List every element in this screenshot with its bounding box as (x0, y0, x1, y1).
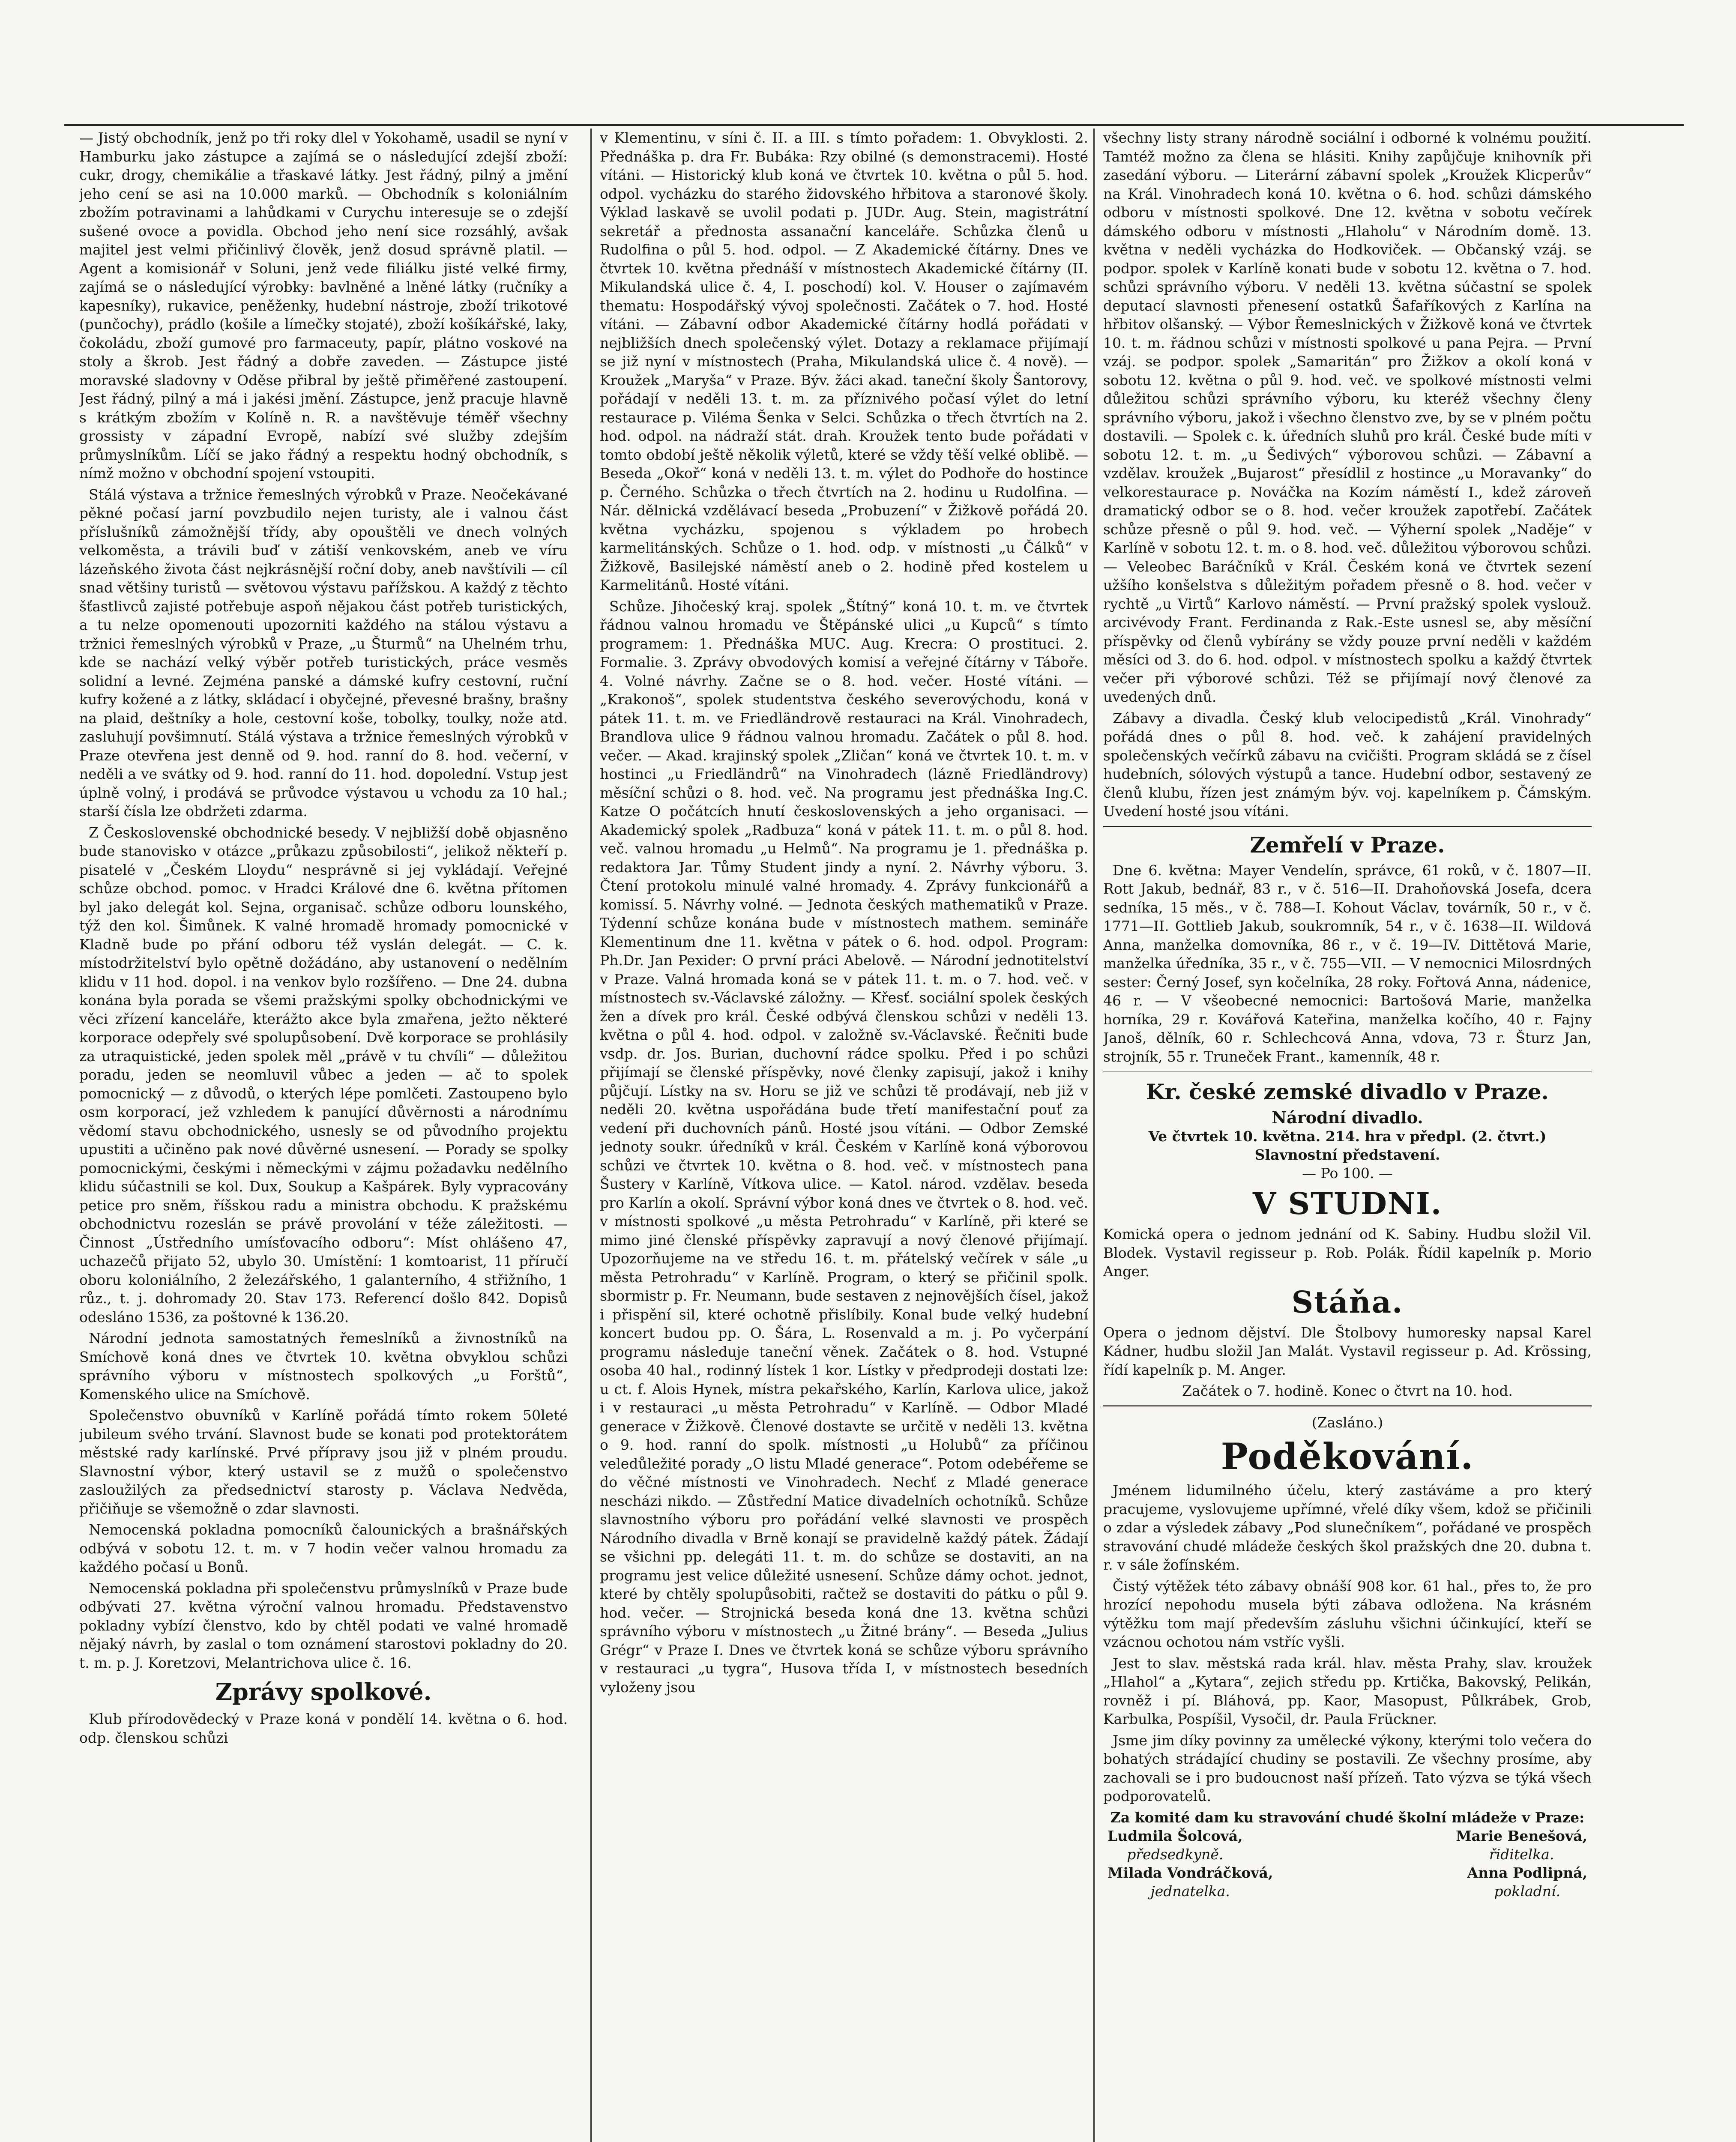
signatures-row-2 (1107, 1864, 1587, 1900)
thanks-comite: Za komité dam ku stravování chudé školní mládeže v Praze: (1110, 1809, 1585, 1826)
thanks-text-4: Jsme jim díky povinny za umělecké výkony, kterými tolo večera do bohatých strádající chudiny se postavili. Ze všechny prosíme, aby zachovali se i pro budoucnost naší přízeň. Tato výzva se týká všech podporovatelů. (1103, 1732, 1592, 1804)
notice-spolky-1: v Klementinu, v síni č. II. a III. s tímto pořadem: 1. Obvyklosti. 2. Přednáška p. dra Fr. Bubáka: Rzy obilné (s demonstracemi). Hosté vítáni. — Historický klub koná ve čtvrtek 10. května o půl 5. hod. odpol. vycházku do starého židovského hřbitova a staronové školy. Výklad laskavě se uvolil podati p. JUDr. Aug. Stein, magistrátní sekretář a přednosta assanační kanceláře. Schůzka členů u Rudolfina o půl 5. hod. odpol. — Z Akademické čítárny. Dnes ve čtvrtek 10. května přednáší v místnostech Akademické čítárny (II. Mikulandská ulice č. 4, I. poschodí) kol. V. Houser o zajímavém thematu: Hospodářský vývoj společnosti. Začátek o 7. hod. Hosté vítáni. — Zábavní odbor Akademické čítárny hodlá pořádati v nejbližších dnech společenský výlet. Dotazy a reklamace přijímají se již nyní v místnostech (Praha, Mikulandská ulice č. 4 nově). — Kroužek „Maryša“ v Praze. Býv. žáci akad. taneční školy Šantorovy, pořádají v neděli 13. t. m. za příznivého počasí výlet do letní restaurace p. Viléma Šenka v Selci. Schůzka o třech čtvrtích na 2. hod. odpol. na nádraží stát. drah. Kroužek tento bude pořádati v tomto období ještě několik výletů, které se vždy těší velké oblibě. — Beseda „Okoř“ koná v neděli 13. t. m. výlet do Podhoře do hostince p. Černého. Schůzka o třech čtvrtích na 2. hodinu u Rudolfina. — Nár. dělnická vzdělávací beseda „Probuzení“ v Žižkově pořádá 20. května vycházku, spojenou s výkladem po hrobech karmelitánských. Schůze o 1. hod. odp. v místnosti „u Čálků“ v Žižkově, Basilejské náměstí aneb o 2. hodině před kostelem u Karmelitánů. Hosté vítáni. (600, 129, 1088, 593)
notice-nemocenska-prumyslniku: Nemocenská pokladna při společenstvu průmyslníků v Praze bude odbývati 27. května výroční valnou hromadu. Představenstvo pokladny vybízí členstvo, kdo by chtěl podati ve valné hromadě nějaký návrh, by zaslal o tom oznámení starostovi pokladny do 20. t. m. p. J. Koretzovi, Melantrichova ulice č. 16. (79, 1580, 568, 1671)
signature-name: Ludmila Šolcová, (1107, 1827, 1243, 1844)
play-1-title: V STUDNI. (1252, 1186, 1443, 1221)
signature-name: Marie Benešová, (1456, 1827, 1587, 1844)
deaths-heading: Zemřelí v Praze. (1250, 832, 1445, 858)
signature-role: jednatelka. (1150, 1882, 1230, 1900)
play-1-text: Komická opera o jednom jednání od K. Sabiny. Hudbu složil Vil. Blodek. Vystavil regisseur p. Rob. Polák. Řídil kapelník p. Morio Anger. (1103, 1226, 1592, 1280)
thanks-text-3: Jest to slav. městská rada král. hlav. města Prahy, slav. kroužek „Hlahol“ a „Kytara“, zejich středu pp. Krtička, Bakovský, Pelikán, rovněž i pí. Bláhová, pp. Kaor, Masopust, Půlkrábek, Grob, Karbulka, Pospíšil, Vysočil, dr. Paula Frückner. (1103, 1654, 1592, 1727)
theatre-subtitle: Národní divadlo. (1272, 1108, 1423, 1127)
signatures-row-1 (1107, 1827, 1587, 1864)
notice-zabavy-divadla: Zábavy a divadla. Český klub velocipedistů „Král. Vinohrady“ pořádá dnes o půl 8. hod. več. k zahájení pravidelných společenských večírků zábavu na cvičišti. Program skládá se z čísel hudebních, sólových výstupů a tance. Hudební odbor, sestavený ze členů klubu, řízen jest známým býv. voj. kapelníkem p. Čámským. Uvedení hosté jsou vítáni. (1103, 709, 1592, 820)
theatre-title: Kr. české zemské divadlo v Praze. (1146, 1079, 1549, 1104)
column-1 (79, 129, 568, 2142)
top-rule (64, 124, 1684, 126)
signature-role: předsedkyně. (1127, 1846, 1224, 1863)
theatre-after-100: — Po 100. — (1302, 1165, 1393, 1182)
deaths-list: Dne 6. května: Mayer Vendelín, správce, 61 roků, v č. 1807—II. Rott Jakub, bednář, 83 r., v č. 516—II. Drahoňovská Josefa, dcera sedníka, 15 měs., v č. 788—I. Kohout Václav, továrník, 50 r., v č. 1771—II. Gottlieb Jakub, soukromník, 54 r., v č. 1638—II. Wildová Anna, manželka domovníka, 86 r., v č. 19—IV. Dittětová Marie, manželka úředníka, 35 r., v č. 755—VII. — V nemocnici Milosrdných sester: Černý Josef, syn kočelníka, 28 roky. Fořtová Anna, nádenice, 46 r. — V všeobecné nemocnici: Bartošová Marie, manželka horníka, 29 r. Kovářová Kateřina, manželka kočího, 40 r. Fajny Janoš, dělník, 60 r. Schlechcová Anna, vdova, 73 r. Šturz Jan, strojník, 55 r. Truneček Frant., kamenník, 48 r. (1103, 862, 1592, 1065)
notice-nemocenska-calounicka: Nemocenská pokladna pomocníků čalounických a brašnářských odbývá v sobotu 12. t. m. v 7 hodin večer valnou hromadu za každého počasí u Bonů. (79, 1521, 568, 1575)
column-3 (1103, 129, 1592, 2142)
notice-schuze: Schůze. Jihočeský kraj. spolek „Štítný“ koná 10. t. m. ve čtvrtek řádnou valnou hromadu ve Štěpánské ulici „u Kupců“ s tímto programem: 1. Přednáška MUC. Aug. Krecra: O prostituci. 2. Formalie. 3. Zprávy obvodových komisí a veřejné čítárny v Táboře. 4. Volné návrhy. Začne se o 8. hod. večer. Hosté vítáni. — „Krakonoš“, spolek studentstva českého severovýchodu, koná v pátek 11. t. m. ve Friedländrově restauraci na Král. Vinohradech, Brandlova ulice 9 řádnou valnou hromadu. Začátek o půl 8. hod. večer. — Akad. krajinský spolek „Zličan“ koná ve čtvrtek 10. t. m. v hostinci „u Friedländrů“ na Vinohradech (lázně Friedländrovy) měsíční schůzi o 8. hod. več. Na programu jest přednáška Ing.C. Katze O počátcích hnutí československých a jeho organisaci. — Akademický spolek „Radbuza“ koná v pátek 11. t. m. o půl 8. hod. več. valnou hromadu „u Helmů“. Na programu je 1. přednáška p. redaktora Jar. Tůmy Student jindy a nyní. 2. Návrhy výboru. 3. Čtení protokolu minulé valné hromady. 4. Zprávy funkcionářů a komissí. 5. Návrhy volné. — Jednota českých mathematiků v Praze. Týdenní schůze konána bude v místnostech mathem. semináře Klementinum dne 11. května v pátek o 6. hod. odpol. Program: Ph.Dr. Jan Pexider: O první práci Abelově. — Národní jednotitelství v Praze. Valná hromada koná se v pátek 11. t. m. o 7. hod. več. v místnostech sv.-Václavské záložny. — Křesť. sociální spolek českých žen a dívek pro král. České odbývá členskou schůzi v neděli 13. května o půl 4. hod. odpol. v založně sv.-Václavské. Řečniti bude vsdp. dr. Jos. Burian, duchovní rádce spolku. Před i po schůzi přijímají se členské příspěvky, nové členky zapisují, jakož i knihy půjčují. Lístky na sv. Horu se již ve schůzi tě prodávají, neb již v neděli 20. května uspořádána bude třetí manifestační pouť za vedení při duchovních pánů. Hosté jsou vítáni. — Odbor Zemské jednoty soukr. úředníků v král. Českém v Karlíně koná výborovou schůzi ve čtvrtek 10. května o 8. hod. več. v místnostech pana Šustery v Karlíně, Vítkova ulice. — Katol. národ. vzdělav. beseda pro Karlín a okolí. Správní výbor koná dnes ve čtvrtek o 8. hod. več. v místnosti spolkové „u města Petrohradu“ v Karlíně, při které se mimo jiné členské příspěvky zapravují a nový členové přijímají. Upozorňujeme na ve středu 16. t. m. přátelský večírek v sále „u města Petrohradu“ v Karlíně. Program, o který se přičinil spolk. sbormistr p. Fr. Neumann, bude sestaven z nejnovějších čísel, jakož i přispění sil, které ochotně přislíbily. Konal bude velký hudební koncert budou pp. O. Šára, L. Rosenvald a m. j. Po vyčerpání programu následuje taneční věnek. Začátek o 8. hod. Vstupné osoba 40 hal., rodinný lístek 1 kor. Lístky v předprodeji dostati lze: u ct. f. Alois Hynek, místra pekařského, Karlín, Karlova ulice, jakož i v restauraci „u města Petrohradu“ v Karlíně. — Odbor Mladé generace v Žižkově. Členové dostavte se určitě v neděli 13. května o 9. hod. ranní do spolk. místnosti „u Holubů“ za příčinou veledůležité porady „O listu Mladé generace“. Potom odebéřeme se do věčné místnosti ve Vinohradech. Nechť z Mladé generace nescházi nikdo. — Zůstřední Matice divadelních ochotníků. Schůze slavnostního výboru pro pořádání velké slavnosti ve prospěch Národního divadla v Brně konají se pravidelně každý pátek. Žádají se všichni pp. delegáti 11. t. m. do schůze se dostaviti, an na programu jest velice důležité usnesení. Schůze dámy ochot. jednot, které by chtěly spolupůsobiti, račtež se dostaviti do pátku o půl 9. hod. večer. — Strojnická beseda koná dne 13. května schůzi správního výboru v místnostech „u Žitné brány“. — Beseda „Julius Grégr“ v Praze I. Dnes ve čtvrtek koná se schůze výboru správního v restauraci „u tygra“, Husova třída I, v místnostech besedních vyloženy jsou (600, 598, 1088, 1696)
notice-vystava: Stálá výstava a tržnice řemeslných výrobků v Praze. Neočekávané pěkné počasí jarní povzbudilo nejen turisty, ale i valnou část příslušníků zámožnější třídy, aby opouštěli ve dnech volných velkoměsta, a trávili buď v zátiší venkovském, aneb ve víru lázeňského života část nejkrásnější roční doby, aneb navštívili — cíl snad většiny turistů — světovou výstavu pařížskou. A každý z těchto šťastlivců zajisté potřebuje aspoň nějakou část potřeb turistických, a tu nelze opomenouti upozorniti každého na stálou výstavu a tržnici řemeslných výrobků v Praze, „u Šturmů“ na Uhelném trhu, kde se nachází velký výběr potřeb turistických, práce vesměs solidní a levné. Zejména panské a dámské kufry cestovní, ruční kufry kožené a z látky, skládací i obyčejné, převesné brašny, brašny na plaid, deštníky a hole, cestovní koše, tobolky, toulky, nože atd. zasluhují povšimnutí. Stálá výstava a tržnice řemeslných výrobků v Praze otevřena jest denně od 9. hod. ranní do 8. hod. večerní, v neděli a ve svátky od 9. hod. ranní do 11. hod. dopolední. Vstup jest úplně volný, i prodává se průvodce výstavou u vchodu za 10 hal.; starší čísla lze obdržeti zdarma. (79, 486, 568, 820)
zaslano-label: (Zasláno.) (1311, 1414, 1383, 1431)
section-heading-zpravy-spolkove: Zprávy spolkové. (215, 1678, 432, 1705)
signature (1107, 1827, 1243, 1864)
divider (1103, 826, 1592, 827)
thanks-heading: Poděkování. (1221, 1435, 1474, 1478)
column-divider (590, 129, 592, 2142)
notice-spolky-3: všechny listy strany národně sociální i odborné k volnému použití. Tamtéž možno za člena se hlásiti. Knihy zapůjčuje knihovník při zasedání výboru. — Literární zábavní spolek „Kroužek Klicperův“ na Král. Vinohradech koná 10. května o 6. hod. schůzi dámského odboru v místnosti spolkové. Dne 12. května v sobotu večírek dámského odboru v místnosti „Hlaholu“ v Národním domě. 13. května v neděli vycházka do Hodkoviček. — Občanský vzáj. se podpor. spolek v Karlíně konati bude v sobotu 12. května o 7. hod. schůzi správního výboru. V neděli 13. května súčastní se spolek deputací slavnosti přenesení ostatků Šafaříkových z Karlína na hřbitov olšanský. — Výbor Řemeslnických v Žižkově koná ve čtvrtek 10. t. m. řádnou schůzi v místnosti spolkové u pana Pejra. — První vzáj. se podpor. spolek „Samaritán“ pro Žižkov a okolí koná v sobotu 12. května o půl 9. hod. več. ve spolkové místnosti velmi důležitou schůzi správního výboru, ku kteréž všechny členy správního výboru, jakož i všechno členstvo zve, by se v plném počtu dostavili. — Spolek c. k. úředních sluhů pro král. České bude míti v sobotu 12. t. m. „u Šedivých“ výborovou schůzi. — Zábavní a vzdělav. kroužek „Bujarost“ přesídlil z hostince „u Moravanky“ do velkorestaurace p. Nováčka na Kozím náměstí I., kdež zároveň dramatický odbor se o 8. hod. večer kroužek zapotřebí. Začátek schůze přesně o půl 9. hod. več. — Výherní spolek „Naděje“ v Karlíně v sobotu 12. t. m. o 8. hod. več. důležitou výborovou schůzi. — Veleobec Baráčníků v Král. Českém koná ve čtvrtek sezení užšího konšelstva s důležitým pořadem přesně o 8. hod. večer v rychtě „u Virtů“ Karlovo náměstí. — První pražský spolek vyslouž. arcivévody Frant. Ferdinanda z Rak.-Este usnesl se, aby měsíční příspěvky od členů vybírány se vždy pouze první neděli v každém měsíci od 3. do 6. hod. odpol. v místnostech spolku a každý čtvrtek večer při výborové schůzi. Též se přijímají nový členové za uvedených dnů. (1103, 129, 1592, 705)
notice-narodni-jednota: Národní jednota samostatných řemeslníků a živnostníků na Smíchově koná dnes ve čtvrtek 10. května obvyklou schůzi správního výboru v místnostech spolkových „u Forštů“, Komenského ulice na Smíchově. (79, 1330, 568, 1403)
theatre-festive: Slavnostní představení. (1254, 1146, 1440, 1163)
play-2-text: Opera o jednom dějství. Dle Štolbovy humoresky napsal Karel Kádner, hudbu složil Jan Malát. Vystavil regisseur p. Ad. Krössing, řídí kapelník p. M. Anger. (1103, 1324, 1592, 1378)
signature-name: Anna Podlipná, (1467, 1864, 1587, 1881)
signature (1456, 1827, 1587, 1864)
thanks-text-1: Jménem lidumilného účelu, který zastáváme a pro který pracujeme, vyslovujeme upřímné, vřelé díky všem, kdož se přičinili o zdar a výsledek zábavy „Pod slunečníkem“, pořádané ve prospěch stravování chudé mládeže českých škol pražských dne 20. dubna t. r. v sále žofínském. (1103, 1482, 1592, 1573)
signature (1467, 1864, 1587, 1900)
divider (1103, 1071, 1592, 1074)
theatre-date: Ve čtvrtek 10. května. 214. hra v předpl. (2. čtvrt.) (1148, 1128, 1547, 1145)
signature-role: řiditelka. (1489, 1846, 1554, 1863)
thanks-text-2: Čistý výtěžek této zábavy obnáší 908 kor. 61 hal., přes to, že pro hrozící nepohodu musela býti zábava odložena. Na krásném výtěžku tom mají především zásluhu všichni účinkující, kteří se vzácnou ochotou nám vstříc vyšli. (1103, 1577, 1592, 1650)
signature-name: Milada Vondráčková, (1107, 1864, 1273, 1881)
play-2-title: Stáňa. (1291, 1284, 1404, 1320)
notice-spolecenstvo-obuvniku: Společenstvo obuvníků v Karlíně pořádá tímto rokem 50leté jubileum svého trvání. Slavnost bude se konati pod protektorátem městské rady karlínské. Prvé přípravy jsou již v plném proudu. Slavnostní výbor, který ustavil se z mužů o společenstvo zasloužilých za předsednictví starosty p. Václava Nedvěda, přičiňuje se všemožně o zdar slavnosti. (79, 1407, 568, 1517)
notice-klub-prirodovedecky: Klub přírodovědecký v Praze koná v pondělí 14. května o 6. hod. odp. členskou schůzi (79, 1711, 568, 1746)
divider (1103, 1405, 1592, 1408)
column-2 (600, 129, 1088, 2142)
notice-obchodnicka-beseda: Z Československé obchodnické besedy. V nejbližší době objasněno bude stanovisko v otázce „průkazu způsobilosti“, jelikož někteří p. pisatelé v „Českém Lloydu“ nesprávně si jej vykládají. Veřejné schůze obchod. pomoc. v Hradci Králové dne 6. května přítomen byl jako delegát kol. Sejna, organisač. schůze odboru lounského, týž den kol. Šimůnek. K valné hromadě hromady pomocnické v Kladně bude po přání odboru též vyslán delegát. — C. k. místodržitelství bylo opětně dožádáno, aby ustanovení o nedělním klidu v 11 hod. dopol. i na venkov bylo rozšířeno. — Dne 24. dubna konána byla porada se všemi pražskými spolky obchodnickými ve věci zřízení kanceláře, kterážto akce byla zmařena, ježto některé korporace odepřely své spolupůsobení. Dvě korporace se prohlásily za utraquistické, jeden spolek měl „právě v tu chvíli“ — důležitou poradu, jeden se neomluvil vůbec a jeden — ač to spolek pomocnický — z důvodů, o kterých lépe pomlčeti. Zastoupeno bylo osm korporací, jež vzhledem k panující důvěrnosti a národnímu vědomí stavu obchodnického, usnesly se od původního projektu upustiti a učiněno pak nové důvěrné usnesení. — Porady se spolky pomocnickými, českými i německými v zájmu požadavku nedělního klidu súčastnili se kol. Dux, Soukup a Kašpárek. Byly vypracovány petice pro sněm, říšskou radu a ministra obchodu. K pražskému obchodnictvu rozeslán se právě provolání v téže záležitosti. — Činnost „Ústředního umísťovacího odboru“: Míst ohlášeno 47, uchazečů přijato 52, ubylo 30. Umístění: 1 komtoarist, 11 příručí oboru koloniálního, 2 železářského, 1 galanterního, 4 střižního, 1 růz., t. j. dohromady 20. Stav 173. Referencí došlo 842. Dopisů odesláno 1536, za poštovné k 136.20. (79, 824, 568, 1325)
signature (1107, 1864, 1273, 1900)
theatre-times: Začátek o 7. hodině. Konec o čtvrt na 10. hod. (1182, 1382, 1513, 1399)
signature-role: pokladní. (1494, 1882, 1561, 1900)
notice-obchodnik: — Jistý obchodník, jenž po tři roky dlel v Yokohamě, usadil se nyní v Hamburku jako zástupce a zajímá se o následující zdejší zboží: cukr, drogy, chemikálie a třaskavé látky. Jest řádný, pilný a jmění jeho cení se asi na 10.000 marků. — Obchodník s koloniálním zbožím potravinami a lahůdkami v Curychu interesuje se o zdejší sušené ovoce a povidla. Obchod jeho není sice rozsáhlý, avšak majitel jest velmi přičinlivý člověk, jenž dosud správně platil. — Agent a komisionář v Soluni, jenž vede filiálku jisté velké firmy, zajímá se o následující výrobky: bavlněné a lněné látky (ručníky a kapesníky), rukavice, peněženky, hudební nástroje, zboží trikotové (punčochy), prádlo (košile a límečky stojaté), zboží košíkářské, laky, čokoládu, zboží gumové pro farmaceuty, papír, plátno voskové na stoly a škrob. Jest řádný a dobře zaveden. — Zástupce jisté moravské sladovny v Oděse přibral by ještě přiměřené zastoupení. Jest řádný, pilný a má i jakési jmění. Zástupce, jenž pracuje hlavně s krátkým zbožím v Kolíně n. R. a navštěvuje téměř všechny grossisty v západní Evropě, nabízí své služby zdejším průmyslníkům. Líčí se jako řádný a respektu hodný obchodník, s nímž možno v obchodní spojení vstoupiti. (79, 129, 568, 482)
column-divider (1093, 129, 1095, 2142)
